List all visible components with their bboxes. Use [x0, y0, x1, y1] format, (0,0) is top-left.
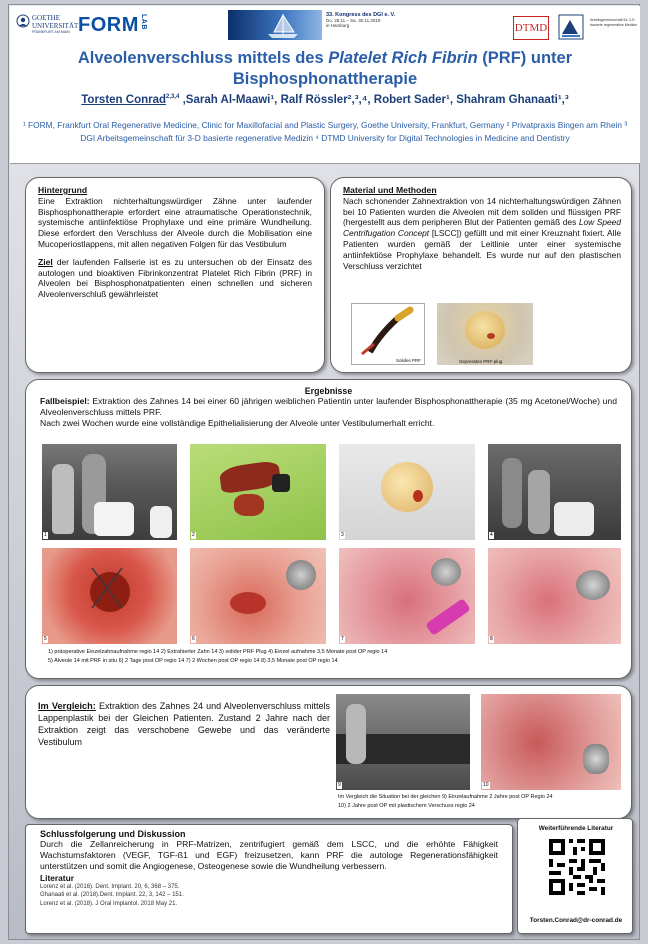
lab-logo-text: LAB	[139, 14, 147, 30]
hintergrund-box	[25, 177, 325, 373]
xray-2-years-image	[336, 694, 470, 790]
three-point-five-months-post-op-image	[488, 548, 621, 644]
dgi-logo-text: Arbeitsgemeinschaft für 3-D basierte regenerative Medizin	[590, 18, 638, 27]
fallbeispiel-text-2: Nach zwei Wochen wurde eine vollständige Epithelialisierung der Alveole unter Vestibulumerhalt erricht.	[40, 418, 435, 428]
form-lab-logo	[78, 14, 147, 37]
congress-banner	[228, 10, 322, 40]
ergebnisse-heading: Ergebnisse	[304, 386, 353, 396]
congress-info	[326, 12, 436, 28]
image-number-10: 10	[483, 782, 489, 788]
title-part2: (PRF) unter Bisphosphonattherapie	[232, 49, 573, 88]
solid-prf-image	[351, 303, 425, 365]
methoden-text-italic: Low Speed Centrifugation Concept	[343, 217, 621, 239]
ergebnisse-caption-1: 1) präoperative Einzelzahnaufnahme regio 14 2) Extrahierter Zahn 14 3) solider PRF Plug 4) Einzel aufnahme 3,5 Monate post OP regio 14	[48, 649, 388, 655]
pressed-prf-plug-image	[437, 303, 533, 365]
schluss-box	[25, 824, 513, 934]
title-part1: Alveolenverschluss mittels des	[77, 49, 329, 67]
image-number-1: 1	[44, 532, 47, 538]
vergleich-caption-1: Im Vergleich die Situation bei der gleichen 9) Einzelaufnahme 2 Jahre post OP Regio 24	[338, 794, 553, 800]
image-number-4: 4	[490, 532, 493, 538]
vergleich-caption-2: 10) 2 Jahre post OP mit plastischem Verschuss regio 24	[338, 803, 475, 809]
dgi-logo-icon	[558, 14, 584, 40]
prf-plug-image	[339, 444, 475, 540]
sailing-ship-icon	[228, 10, 322, 40]
extracted-tooth-image	[190, 444, 326, 540]
references-list	[40, 883, 498, 908]
literatur-box-heading: Weiterführende Literatur	[538, 825, 614, 832]
image-number-9: 9	[338, 782, 341, 788]
other-authors: ,Sarah Al-Maawi¹, Ralf Rössler²,³,⁴, Robert Sader¹, Shahram Ghanaati¹,³	[179, 94, 569, 106]
two-weeks-post-op-image	[339, 548, 475, 644]
vergleich-heading: Im Vergleich:	[38, 701, 96, 711]
alveole-prf-in-situ-image	[42, 548, 177, 644]
ergebnisse-captions	[48, 648, 618, 666]
vergleich-box	[25, 685, 632, 819]
image-number-5: 5	[44, 636, 47, 642]
dtmd-logo: DTMD	[513, 16, 549, 40]
methoden-box	[330, 177, 632, 373]
congress-title: 33. Kongress des DGI e. V.	[326, 12, 396, 18]
reference-item: Ghanaati et al. (2018).Dent. Implant. 22, 3, 142 – 151.	[40, 892, 184, 899]
vergleich-captions	[338, 793, 628, 811]
contact-email[interactable]: Torsten.Conrad@dr-conrad.de	[529, 917, 623, 924]
title-italic: Platelet Rich Fibrin	[328, 49, 478, 67]
schluss-text: Durch die Zellanreicherung in PRF-Matrizen, zentrifugiert gemäß dem LSCC, und die erhöhte Fähigkeit Wachstumsfaktoren (VEGF, TGF-ß1 und EGF) freizusetzen, kann PRF die autologe Regenerationsfähigkeit unterstützen und somit die Angiogenese, Osteogenese sowie die Wundheilung verbessern.	[40, 839, 498, 871]
poster	[8, 4, 640, 940]
image-number-7: 7	[341, 636, 344, 642]
schluss-heading: Schlussfolgerung und Diskussion	[40, 829, 186, 839]
hintergrund-heading: Hintergrund	[38, 185, 88, 195]
congress-place: in Hamburg	[326, 23, 350, 28]
authors-line	[30, 94, 620, 106]
reference-item: Lorenz et al. (2018). J Oral Implantol. 2018 May 21.	[40, 900, 178, 907]
fallbeispiel-label: Fallbeispiel:	[40, 396, 90, 406]
literatur-heading: Literatur	[40, 873, 74, 883]
pressed-prf-caption: Gepresstes PRF-plug	[459, 359, 503, 364]
poster-header	[10, 6, 640, 164]
goethe-subtitle: FRANKFURT AM MAIN	[32, 30, 70, 34]
image-number-6: 6	[192, 636, 195, 642]
image-number-8: 8	[490, 636, 493, 642]
first-author: Torsten Conrad	[81, 94, 167, 106]
reference-item: Lorenz et al. (2016). Dent. Implant. 20, 6, 368 – 375.	[40, 884, 180, 890]
hintergrund-text: Eine Extraktion nichterhaltungswürdiger Zähne unter laufender Bisphosphonattherapie erfordert eine atraumatische Operationstechnik, systemische antiinfektiöse Prophylaxe und eine primäre Wundheilung. Diese erfordert den Verschluss der Alveole durch die Mobilisation eine Mucoperiostlappens, mit allen negativen Folgen für das Vestibulum	[38, 195, 312, 249]
xray-preop-image	[42, 444, 177, 540]
goethe-university-logo	[16, 14, 79, 46]
poster-title	[30, 48, 620, 90]
solid-prf-caption: Solides PRF	[395, 358, 421, 363]
affiliations: ¹ FORM, Frankfurt Oral Regenerative Medicine, Clinic for Maxillofacial and Plastic Surgery, Goethe University, Frankfurt, Germany ² Privatpraxis Bingen am Rhein ³ DGI Arbeitsgemeinschaft für 3-D basierte regenerative Medizin ⁴ DTMD University for Digital Technologies in Medicine and Dentistry	[22, 120, 628, 143]
goethe-emblem-icon	[16, 14, 30, 28]
fallbeispiel-text: Extraktion des Zahnes 14 bei einer 60 jährigen weiblichen Patientin unter laufender Bisphosphonattherapie (35 mg Acetonel/Woche) und Alveolenverschluss mittels PRF.	[40, 396, 617, 417]
qr-code-icon[interactable]	[549, 839, 605, 895]
image-number-2: 2	[192, 532, 195, 538]
vergleich-text: Extraktion des Zahnes 24 und Alveolenverschluss mittels Lappenplastik bei der Gleichen Patienten. Zustand 2 Jahre nach der Extraktion zeigt das verschobene Gewebe und das veränderte Vestibulum	[38, 701, 330, 747]
ergebnisse-box	[25, 379, 632, 679]
ziel-text: der laufenden Fallserie ist es zu untersuchen ob der Einsatz des autologen und bioaktiven Fibrinkonzentrat Platelet Rich Fibrin (PRF) in Alveolen bei Bisphosphonatpatienten einen schnellen und sicheren Alveolenverschluß gewährleistet	[38, 256, 312, 300]
congress-date: Do. 28.11 – Sa. 30.11.2019	[326, 18, 381, 23]
goethe-name: GOETHE UNIVERSITÄT	[32, 14, 79, 30]
two-days-post-op-image	[190, 548, 326, 644]
ergebnisse-caption-2: 5) Alveole 14 mit PRF in situ 6) 2 Tage post OP regio 14 7) 2 Wochen post OP regio 14 8) 3,5 Monate post OP regio 14	[48, 658, 338, 664]
image-number-3: 3	[341, 532, 344, 538]
form-logo-text: FORM	[78, 14, 139, 36]
methoden-heading: Material und Methoden	[343, 185, 437, 195]
ziel-heading: Ziel	[38, 256, 53, 267]
first-author-sup: 2,3,4	[166, 94, 180, 101]
methoden-text-2: [LSCC]) gefüllt und mit einer Kreuznaht fixiert. Alle Patienten wurden gemäß der Leitlinie unter einer systemische antiinfektiöse Prophylaxe behandelt. Es wurde nur auf den plastischen Verschluss verzichtet	[343, 228, 621, 271]
literatur-box	[517, 818, 633, 934]
xray-3-5-months-image	[488, 444, 621, 540]
plastic-closure-2-years-image	[481, 694, 621, 790]
methoden-text-1: Nach schonender Zahnextraktion von 14 nichterhaltungswürdigen Zähnen bei 10 Patienten wurden die Alveolen mit dem soliden und flüssigen PRF (hergestellt aus dem peripheren Blut der Patienten gemäß des	[343, 195, 621, 228]
